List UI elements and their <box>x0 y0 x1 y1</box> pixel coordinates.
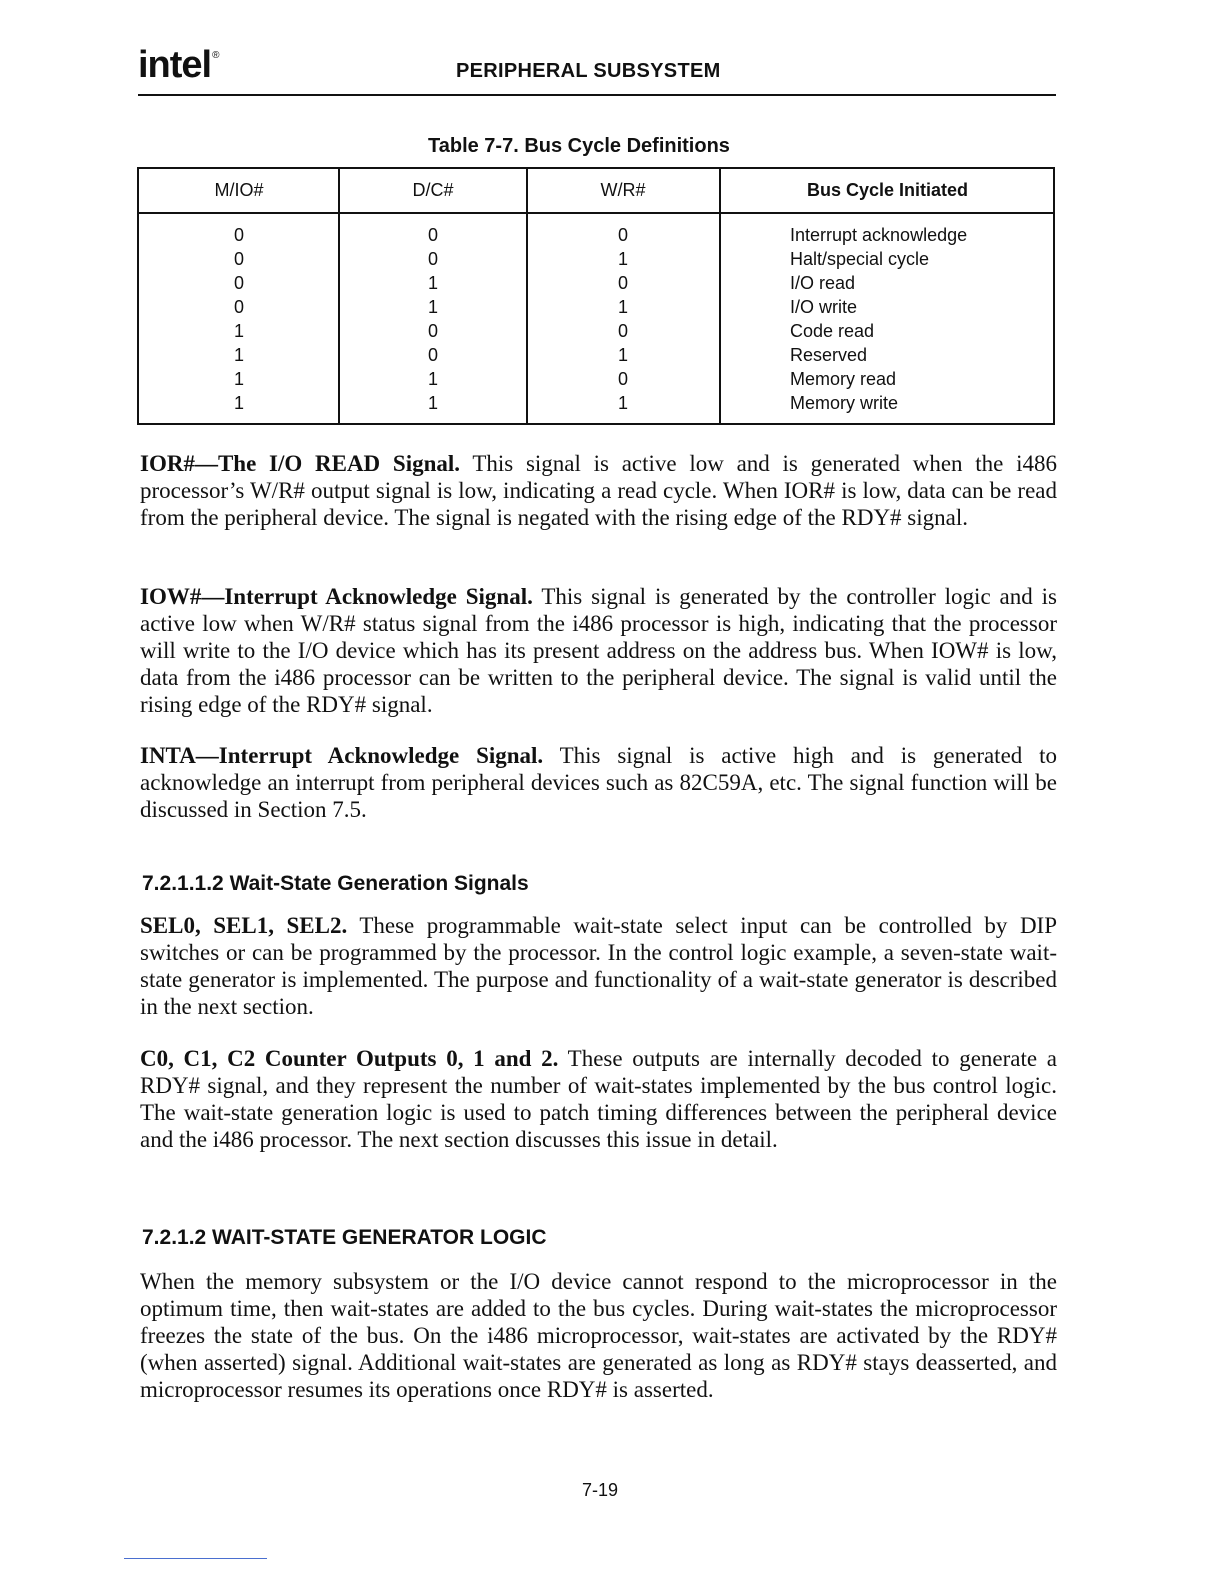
column-header-mio: M/IO# <box>214 180 264 200</box>
column-header-bus-cycle: Bus Cycle Initiated <box>806 180 969 200</box>
cell-bus-cycle: Interrupt acknowledge <box>790 225 968 245</box>
cell-bus-cycle: Code read <box>790 321 875 341</box>
cell-dc: 0 <box>427 345 438 365</box>
cell-wr: 0 <box>617 369 628 389</box>
text-sel: These programmable wait-state select input can be controlled by DIP switches or can be programmed by the processor. In the control logic example, a seven-state wait-state generator is implemented. The purpose and functionality of a wait-state generator is described in the next section. <box>140 913 1058 1019</box>
header-divider <box>139 212 1053 214</box>
term-iow: IOW#—Interrupt Acknowledge Signal. <box>140 584 533 609</box>
cell-bus-cycle: Halt/special cycle <box>790 249 930 269</box>
header-rule <box>138 94 1056 96</box>
paragraph-counter <box>140 1045 1057 1153</box>
cell-wr: 0 <box>617 321 628 341</box>
table-row <box>139 295 1053 319</box>
cell-bus-cycle: Memory write <box>790 393 899 413</box>
cell-bus-cycle: I/O read <box>790 273 856 293</box>
text-counter: These outputs are internally decoded to generate a RDY# signal, and they represent the number of wait-states implemented by the bus control logic. The wait-state generation logic is used to patch timing differences between the peripheral device and the i486 processor. The next section discusses this issue in detail. <box>140 1046 1057 1152</box>
page-number: 7-19 <box>582 1480 619 1500</box>
paragraph-ior <box>140 450 1057 531</box>
table-body <box>139 223 1053 415</box>
term-counter: C0, C1, C2 Counter Outputs 0, 1 and 2. <box>140 1046 559 1071</box>
cell-dc: 0 <box>427 225 438 245</box>
section-heading-wait-state-generator: 7.2.1.2 WAIT-STATE GENERATOR LOGIC <box>142 1226 547 1249</box>
cell-mio: 1 <box>233 345 244 365</box>
section-heading-wait-state-signals: 7.2.1.1.2 Wait-State Generation Signals <box>142 872 529 895</box>
table-caption: Table 7-7. Bus Cycle Definitions <box>428 135 730 157</box>
cell-wr: 1 <box>617 345 628 365</box>
cell-wr: 1 <box>617 249 628 269</box>
cell-bus-cycle: Reserved <box>790 345 868 365</box>
cell-mio: 0 <box>233 297 244 317</box>
intel-logo <box>138 44 219 87</box>
table-row <box>139 367 1053 391</box>
cell-dc: 1 <box>427 273 438 293</box>
cell-dc: 1 <box>427 297 438 317</box>
cell-mio: 1 <box>233 369 244 389</box>
cell-wr: 0 <box>617 225 628 245</box>
cell-bus-cycle: I/O write <box>790 297 858 317</box>
column-header-dc: D/C# <box>412 180 454 200</box>
cell-dc: 0 <box>427 249 438 269</box>
table-row <box>139 391 1053 415</box>
cell-mio: 0 <box>233 249 244 269</box>
column-header-wr: W/R# <box>600 180 646 200</box>
table-row <box>139 271 1053 295</box>
paragraph-sel <box>140 912 1057 1020</box>
paragraph-inta <box>140 742 1057 823</box>
table-row <box>139 319 1053 343</box>
page-header-title: PERIPHERAL SUBSYSTEM <box>456 60 721 82</box>
cell-mio: 0 <box>233 225 244 245</box>
cell-wr: 1 <box>617 297 628 317</box>
cell-mio: 1 <box>233 321 244 341</box>
cell-bus-cycle: Memory read <box>790 369 897 389</box>
cell-mio: 0 <box>233 273 244 293</box>
footer-rule <box>124 1558 267 1559</box>
text-ior: This signal is active low and is generated when the i486 processor’s W/R# output signal is low, indicating a read cycle. When IOR# is low, data can be read from the peripheral device. The signal is negated with the rising edge of the RDY# signal. <box>140 451 1057 530</box>
table-row <box>139 223 1053 247</box>
text-iow: This signal is generated by the controller logic and is active low when W/R# status signal from the i486 processor is high, indicating that the processor will write to the I/O device which has its present address on the address bus. When IOW# is low, data from the i486 processor can be written to the peripheral device. The signal is valid until the rising edge of the RDY# signal. <box>140 584 1057 717</box>
logo-text: intel <box>138 44 212 86</box>
cell-wr: 0 <box>617 273 628 293</box>
table-row <box>139 343 1053 367</box>
term-ior: IOR#—The I/O READ Signal. <box>140 451 461 476</box>
registered-mark: ® <box>212 50 219 61</box>
text-inta: This signal is active high and is generated to acknowledge an interrupt from peripheral devices such as 82C59A, etc. The signal function will be discussed in Section 7.5. <box>140 743 1058 822</box>
term-sel: SEL0, SEL1, SEL2. <box>140 913 348 938</box>
cell-dc: 0 <box>427 321 438 341</box>
paragraph-wait-state-logic: When the memory subsystem or the I/O device cannot respond to the microprocessor in the optimum time, then wait-states are added to the bus cycles. During wait-states the microprocessor freezes the state of the bus. On the i486 microprocessor, wait-states are activated by the RDY# (when asserted) signal. Additional wait-states are generated as long as RDY# stays deasserted, and microprocessor resumes its operations once RDY# is asserted. <box>140 1269 1057 1402</box>
cell-dc: 1 <box>427 369 438 389</box>
term-inta: INTA—Interrupt Acknowledge Signal. <box>140 743 544 768</box>
table-row <box>139 247 1053 271</box>
cell-dc: 1 <box>427 393 438 413</box>
cell-wr: 1 <box>617 393 628 413</box>
cell-mio: 1 <box>233 393 244 413</box>
paragraph-iow <box>140 583 1057 718</box>
bus-cycle-table <box>137 167 1055 425</box>
